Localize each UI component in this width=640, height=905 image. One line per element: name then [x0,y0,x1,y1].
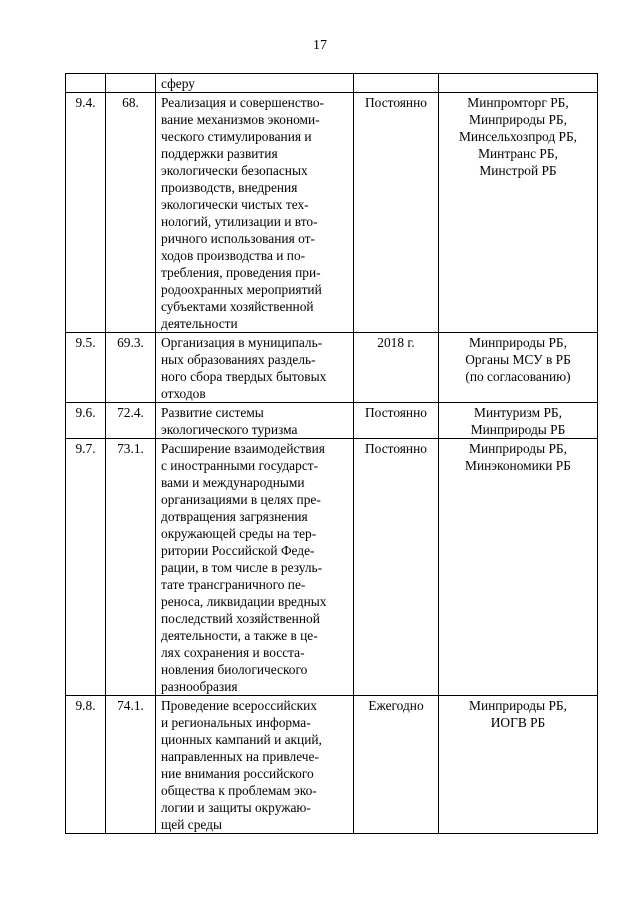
responsible-cell: Минтуризм РБ, Минприроды РБ [439,403,598,439]
responsible-cell: Минприроды РБ, Органы МСУ в РБ (по согласованию) [439,333,598,403]
item-number: 69.3. [106,333,156,403]
item-number: 68. [106,93,156,333]
section-number: 9.8. [66,696,106,834]
section-number: 9.5. [66,333,106,403]
section-number: 9.4. [66,93,106,333]
term-cell: Постоянно [354,403,439,439]
section-number: 9.7. [66,439,106,696]
measure-text: Реализация и совершенство- вание механизмов экономи- ческого стимулирования и поддержки развития экологически безопасных производств, внедрения экологически чистых тех- нологий, утилизации и вто- ричного использования от- ходов производства и по- требления, проведения при- родоохранных мероприятий субъектами хозяйственной деятельности [156,93,354,333]
measure-text: Проведение всероссийских и региональных информа- ционных кампаний и акций, направленных на привлече- ние внимания российского общества к проблемам эко- логии и защиты окружаю- щей среды [156,696,354,834]
table-row [66,403,598,439]
responsible-cell: Минприроды РБ, Минэкономики РБ [439,439,598,696]
table-row [66,439,598,696]
item-number [106,74,156,93]
measure-text: Организация в муниципаль- ных образованиях раздель- ного сбора твердых бытовых отходов [156,333,354,403]
term-cell [354,74,439,93]
measures-table [65,73,598,834]
responsible-cell: Минпромторг РБ, Минприроды РБ, Минсельхозпрод РБ, Минтранс РБ, Минстрой РБ [439,93,598,333]
section-number: 9.6. [66,403,106,439]
table-row [66,696,598,834]
measure-text: сферу [156,74,354,93]
measure-text: Расширение взаимодействия с иностранными государст- вами и международными организациями в целях пре- дотвращения загрязнения окружающей среды на тер- ритории Российской Феде- рации, в том числе в резуль- тате трансграничного пе- реноса, ликвидации вредных последствий хозяйственной деятельности, а также в це- лях сохранения и восста- новления биологического разнообразия [156,439,354,696]
page-number: 17 [313,38,327,53]
item-number: 73.1. [106,439,156,696]
section-number [66,74,106,93]
term-cell: Ежегодно [354,696,439,834]
item-number: 74.1. [106,696,156,834]
term-cell: Постоянно [354,439,439,696]
responsible-cell [439,74,598,93]
term-cell: 2018 г. [354,333,439,403]
measure-text: Развитие системы экологического туризма [156,403,354,439]
table-row [66,93,598,333]
table-row [66,333,598,403]
item-number: 72.4. [106,403,156,439]
term-cell: Постоянно [354,93,439,333]
table-row [66,74,598,93]
responsible-cell: Минприроды РБ, ИОГВ РБ [439,696,598,834]
